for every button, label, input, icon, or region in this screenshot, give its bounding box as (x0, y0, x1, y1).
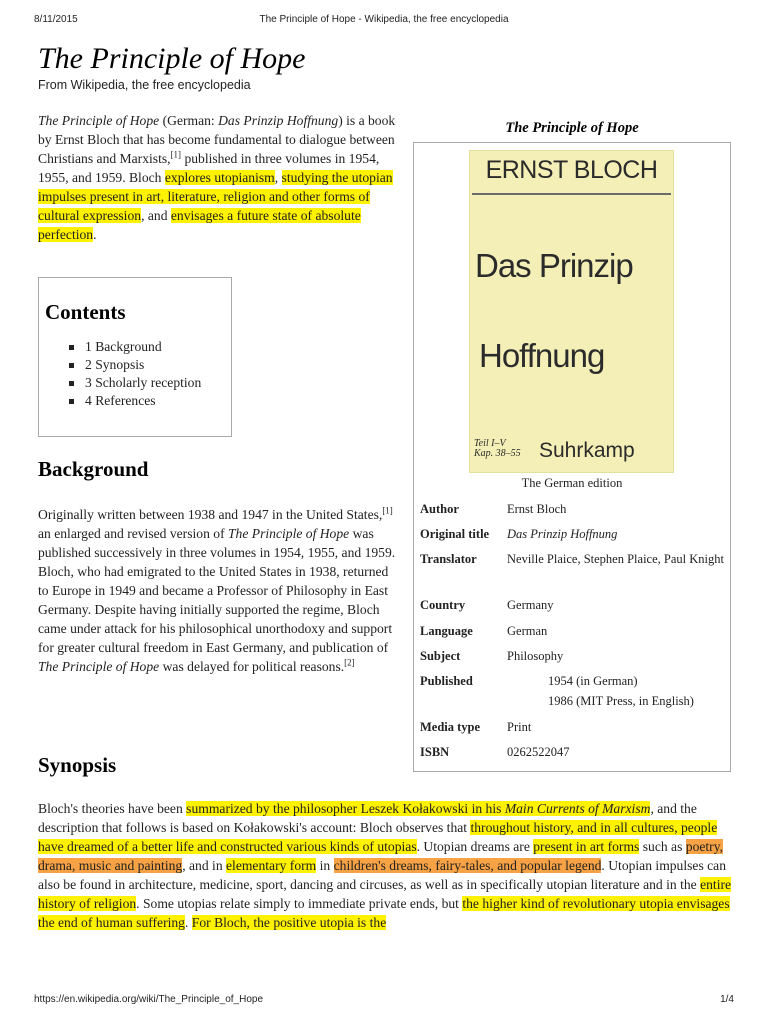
intro-paragraph: The Principle of Hope (German: Das Prinzip Hoffnung) is a book by Ernst Bloch that has become fundamental to dialogue between Christians and Marxists,[1] published in three volumes in 1954, 1955, and 1959. Bloch explores utopianism, studying the utopian impulses present in art, literature, religion and other forms of cultural expression, and envisages a future state of absolute perfection. (38, 113, 396, 242)
infobox-label-country: Country (420, 598, 466, 612)
toc-item-synopsis[interactable]: 2 Synopsis (67, 356, 201, 374)
infobox-label-translator: Translator (420, 552, 477, 566)
highlight: summarized by the philosopher Leszek Kołakowski in his Main Currents of Marxism (186, 801, 651, 816)
toc-item-references[interactable]: 4 References (67, 392, 201, 410)
infobox-label-isbn: ISBN (420, 745, 450, 759)
highlight: For Bloch, the positive utopia is the (191, 915, 387, 930)
cover-volume-note: Teil I–V Kap. 38–55 (474, 438, 521, 459)
cover-author: ERNST BLOCH (485, 156, 658, 184)
book-cover-image[interactable] (469, 150, 674, 473)
cover-rule (472, 193, 671, 195)
cover-caption: The German edition (521, 476, 623, 490)
toc-title: Contents (45, 300, 126, 324)
synopsis-heading: Synopsis (38, 753, 117, 777)
toc-list (67, 338, 201, 410)
infobox-label-media-type: Media type (420, 720, 481, 734)
highlight: throughout history, and in all cultures, people have dreamed of a better life and constructed various kinds of utopias (38, 820, 718, 854)
page-title: The Principle of Hope (38, 42, 306, 75)
infobox-label-language: Language (420, 624, 473, 638)
toc-item-background[interactable]: 1 Background (67, 338, 201, 356)
reference-link[interactable]: [1] (382, 505, 393, 516)
infobox-value-country[interactable]: Germany (507, 598, 554, 612)
highlight-orange: children's dreams, fairy-tales, and popular legend (333, 858, 602, 873)
highlight: envisages a future state of absolute perfection (38, 208, 361, 242)
infobox-label-author: Author (420, 502, 459, 516)
background-paragraph: Originally written between 1938 and 1947 in the United States,[1] an enlarged and revised version of The Principle of Hope was published successively in three volumes in 1954, 1955, and 1959. Bloch, who had emigrated to the United States in 1938, returned to Europe in 1949 and became a Professor of Philosophy in East Germany. Despite having initially supported the regime, Bloch came under attack for his philosophical unorthodoxy and support for greater cultural freedom in East Germany, and publication of The Principle of Hope was delayed for political reasons.[2] (38, 505, 396, 674)
print-page-number: 1/4 (720, 994, 734, 1005)
highlight-orange: poetry, drama, music and painting (38, 839, 724, 873)
infobox-value-isbn[interactable]: 0262522047 (507, 745, 570, 759)
cover-title-line2: Hoffnung (479, 337, 605, 374)
print-header (34, 14, 734, 28)
infobox-value-published-1: 1954 (in German) (548, 674, 638, 688)
infobox-value-language[interactable]: German (507, 624, 548, 638)
reference-link[interactable]: [2] (344, 657, 355, 668)
infobox-label-subject: Subject (420, 649, 461, 663)
infobox-value-media-type[interactable]: Print (507, 720, 532, 734)
highlight: elementary form (226, 858, 317, 873)
infobox-value-original-title: Das Prinzip Hoffnung (507, 527, 618, 541)
synopsis-paragraph: Bloch's theories have been summarized by the philosopher Leszek Kołakowski in his Main Currents of Marxism, and the description that follows is based on Kołakowski's account: Bloch observes that throughout history, and in all cultures, people have dreamed of a better life and constructed various kinds of utopias. Utopian dreams are present in art forms such as poetry, drama, music and painting, and in elementary form in children's dreams, fairy-tales, and popular legend. Utopian impulses can also be found in architecture, medicine, sport, dancing and circuses, as well as in specifically utopian literature and in the entire history of religion. Some utopias relate simply to immediate private ends, but the higher kind of revolutionary utopia envisages the end of human suffering. For Bloch, the positive utopia is the (38, 801, 732, 930)
cover-publisher: Suhrkamp (539, 439, 635, 462)
highlight: explores utopianism (164, 170, 275, 185)
highlight: entire history of religion (38, 877, 732, 911)
reference-link[interactable]: [1] (170, 149, 182, 160)
print-footer (34, 994, 734, 1008)
highlight: studying the utopian impulses present in art, literature, religion and other forms of cultural expression (38, 170, 393, 223)
infobox-label-original-title: Original title (420, 527, 490, 541)
print-date: 8/11/2015 (34, 14, 78, 25)
infobox-value-subject[interactable]: Philosophy (507, 649, 564, 663)
table-of-contents (38, 277, 232, 437)
print-url: https://en.wikipedia.org/wiki/The_Principle_of_Hope (34, 994, 264, 1005)
infobox-value-author[interactable]: Ernst Bloch (507, 502, 567, 516)
cover-title-line1: Das Prinzip (475, 247, 633, 284)
infobox-value-translator: Neville Plaice, Stephen Plaice, Paul Knight (507, 552, 724, 566)
background-heading: Background (38, 457, 149, 481)
intro-title-italic: The Principle of Hope (38, 113, 160, 128)
infobox-label-published: Published (420, 674, 473, 688)
infobox-title: The Principle of Hope (505, 120, 639, 136)
highlight: the higher kind of revolutionary utopia envisages the end of human suffering (38, 896, 730, 930)
toc-item-scholarly-reception[interactable]: 3 Scholarly reception (67, 374, 201, 392)
highlight: present in art forms (533, 839, 640, 854)
page-subtitle: From Wikipedia, the free encyclopedia (38, 78, 251, 92)
infobox-value-published-2: 1986 (MIT Press, in English) (548, 694, 694, 708)
print-page-title: The Principle of Hope - Wikipedia, the free encyclopedia (259, 14, 509, 25)
